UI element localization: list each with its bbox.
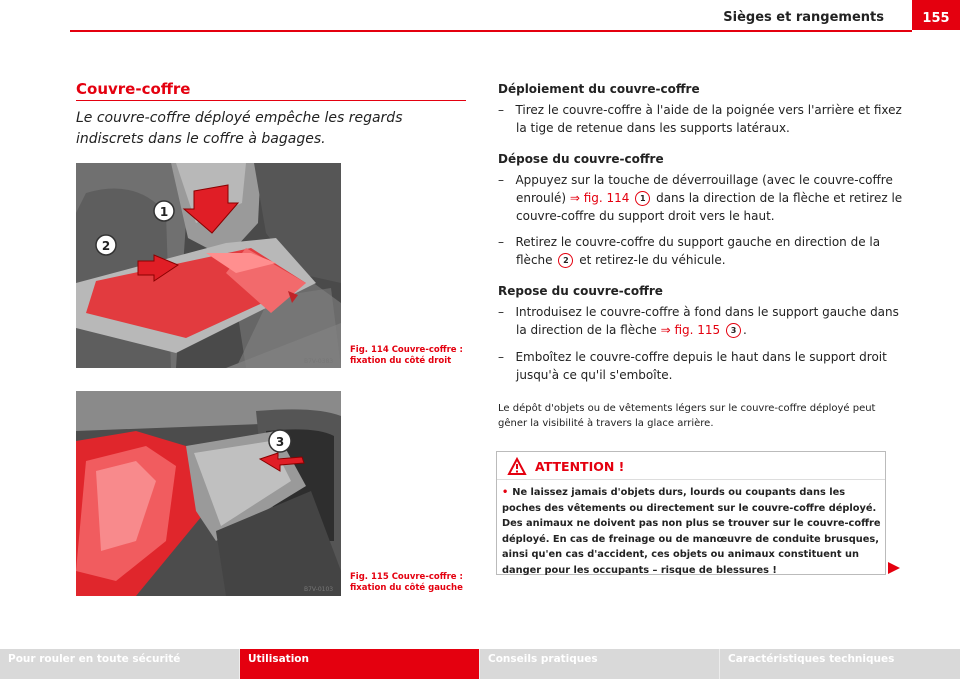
- warning-body-text: Ne laissez jamais d'objets durs, lourds ou coupants dans les poches des vêtements ou directement sur le couvre-coffre déployé. Des animaux ne doivent pas non plus se trouver sur le couvre-coffre déployé. En cas de freinage ou de manœuvre de conduite brusques, ainsi qu'en cas d'accident, ces objets ou animaux constituent un danger pour les occupants – risque de blessures !: [502, 487, 881, 576]
- step-install-2: [498, 348, 908, 384]
- dash: –: [498, 103, 504, 117]
- figure-code: B7V-0103: [304, 586, 334, 593]
- fig-115-link[interactable]: ⇒ fig. 115: [660, 323, 721, 337]
- subheading-deploy: Déploiement du couvre-coffre: [498, 82, 700, 96]
- step-text: dans la direction de la flèche et retirez le couvre-coffre du support droit vers le haut.: [516, 191, 903, 223]
- header-rule: [70, 30, 912, 32]
- step-text: Introduisez le couvre-coffre à fond dans le support gauche dans la direction de la flèche: [515, 305, 899, 337]
- dash: –: [498, 305, 504, 319]
- figure-code: B7V-0383: [304, 358, 334, 365]
- section-title: Couvre-coffre: [76, 80, 191, 98]
- figure-114-photo: [76, 163, 341, 368]
- figure-115-photo: [76, 391, 341, 596]
- dash: –: [498, 235, 504, 249]
- subheading-install: Repose du couvre-coffre: [498, 284, 663, 298]
- section-intro: Le couvre-coffre déployé empêche les regards indiscrets dans le coffre à bagages.: [76, 110, 403, 147]
- step-install-1: [498, 303, 908, 339]
- step-remove-2: [498, 233, 908, 269]
- page-header-title: Sièges et rangements: [723, 10, 884, 25]
- step-text: Emboîtez le couvre-coffre depuis le haut dans le support droit jusqu'à ce qu'il s'emboîte.: [515, 350, 887, 382]
- step-text: et retirez-le du véhicule.: [579, 253, 726, 267]
- fig-114-link[interactable]: ⇒ fig. 114: [569, 191, 630, 205]
- dash: –: [498, 173, 504, 187]
- footer-tab-safety[interactable]: Pour rouler en toute sécurité: [0, 649, 239, 679]
- warning-title: ATTENTION !: [535, 459, 625, 474]
- callout-2: 2: [101, 239, 111, 253]
- footer-nav: [0, 649, 960, 679]
- ref-tag-3: 3: [726, 323, 741, 338]
- section-rule: [76, 100, 466, 101]
- footer-tab-usage[interactable]: Utilisation: [240, 649, 479, 679]
- callout-3: 3: [275, 435, 285, 449]
- callout-1: 1: [159, 205, 169, 219]
- step-text: Tirez le couvre-coffre à l'aide de la poignée vers l'arrière et fixez la tige de retenue dans les supports latéraux.: [515, 103, 902, 135]
- step-text: Appuyez sur la touche de déverrouillage (avec le couvre-coffre enroulé): [515, 173, 893, 205]
- step-deploy: [498, 101, 908, 137]
- footer-tab-specs[interactable]: Caractéristiques techniques: [720, 649, 960, 679]
- ref-tag-2: 2: [558, 253, 573, 268]
- bullet: •: [502, 487, 509, 498]
- footer-tab-tips[interactable]: Conseils pratiques: [480, 649, 719, 679]
- dash: –: [498, 350, 504, 364]
- figure-115-caption: Fig. 115 Couvre-coffre : fixation du côté gauche: [350, 572, 463, 593]
- warning-text: [502, 485, 882, 578]
- continue-arrow-icon: [888, 561, 900, 575]
- info-note: Le dépôt d'objets ou de vêtements légers sur le couvre-coffre déployé peut gêner la visibilité à travers la glace arrière.: [498, 403, 876, 429]
- step-text: Retirez le couvre-coffre du support gauche en direction de la flèche: [515, 235, 881, 267]
- step-text: .: [742, 323, 747, 337]
- ref-tag-1: 1: [635, 191, 650, 206]
- subheading-remove: Dépose du couvre-coffre: [498, 152, 664, 166]
- warning-box: [496, 451, 886, 575]
- page-number: 155: [912, 0, 960, 30]
- step-remove-1: [498, 171, 908, 225]
- figure-114-caption: Fig. 114 Couvre-coffre : fixation du côté droit: [350, 345, 463, 366]
